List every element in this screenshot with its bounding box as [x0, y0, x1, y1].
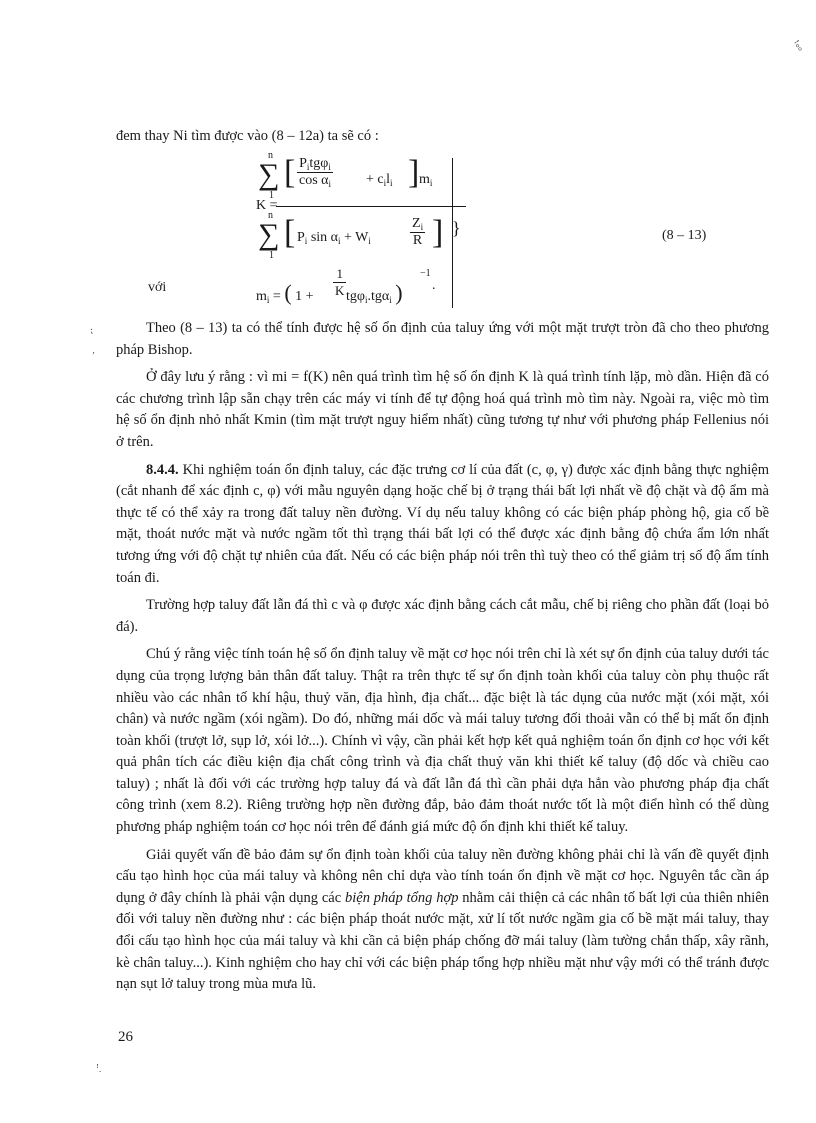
- num-m: $m_i$: [419, 172, 433, 188]
- equation-number: (8 – 13): [662, 228, 707, 243]
- m-fraction: $\frac{1}{K}$: [335, 266, 345, 298]
- den-sum-sign: ∑: [258, 218, 280, 251]
- num-sum-bot: 1: [269, 190, 274, 201]
- paragraph-iteration: Ở đây lưu ý rằng : vì mi = f(K) nên quá trình tìm hệ số ổn định K là quá trình tính lặp, mò dần. Hiện đã có các chương trình lập sẵn chạy trên các máy vi tính để tự động hoá quá trình mò tìm này. Ngoài ra, việc mò tìm hệ số ổn định nhỏ nhất Kmin (tìm mặt trượt nguy hiểm nhất) cũng tương tự như với phương pháp Fellenius nói ở trên.: [116, 369, 769, 450]
- num-bracket-open: [: [284, 154, 296, 191]
- intro-line: đem thay Ni tìm được vào (8 – 12a) ta sẽ có :: [116, 128, 379, 144]
- corner-scan-mark: ꜝ°°: [787, 39, 804, 56]
- m-end-dot: .: [432, 278, 436, 293]
- main-fraction-bar: [276, 206, 466, 207]
- den-bracket-close: ]: [432, 214, 444, 251]
- num-fraction: $\frac{P_itg\varphi_i}{\cos \alpha_i}$: [299, 156, 332, 189]
- m-exponent: −1: [420, 268, 431, 279]
- paragraph-mixed-soil: Trường hợp taluy đất lẫn đá thì c và φ được xác định bằng cách cắt mẫu, chế bị riêng cho phần đất (loại bỏ đá).: [116, 597, 769, 635]
- body-text: [116, 318, 769, 1002]
- paragraph-stability-note: Chú ý rằng việc tính toán hệ số ổn định taluy về mặt cơ học nói trên chỉ là xét sự ổn định của taluy dưới tác dụng của trọng lượng bản thân đất taluy. Thật ra trên thực tế sự ổn định toàn khối của taluy còn phụ thuộc rất nhiều vào các nhân tố khí hậu, thuỷ văn, địa hình, địa chất... đặc biệt là tác dụng của nước mặt (xói mặt, xói chân) và nước ngầm (xói ngầm). Do đó, những mái dốc và mái taluy tương đối thoải vẫn có thể bị mất ổn định toàn khối (trượt lở, sụp lở, xói lở...). Chính vì vậy, cần phải kết hợp kết quả nghiệm toán ổn định cơ học với kết quả phân tích các điều kiện địa chất công trình và địa chất thuỷ văn khi thiết kế taluy (độ dốc và chiều cao taluy) ; nhất là đối với các trường hợp taluy đá và đất lẫn đá thì cần phải dựa hẳn vào phương pháp địa chất công trình (xem 8.2). Riêng trường hợp nền đường đắp, bảo đảm thoát nước tốt là một điển hình có thể dùng phương pháp nghiệm toán cơ học nói trên để đánh giá mức độ ổn định khi thiết kế taluy.: [116, 646, 769, 836]
- den-sum-bot: 1: [269, 250, 274, 261]
- den-sum-top: n: [268, 210, 273, 221]
- num-sum-sign: ∑: [258, 158, 280, 191]
- num-plus-c: + $c_il_i$: [366, 172, 393, 188]
- paragraph-measures: Giải quyết vấn đề bảo đảm sự ổn định toàn khối của taluy nền đường không phải chỉ là vấn đề quyết định cấu tạo hình học của mái taluy và không nên chỉ dựa vào tính toán ổn định về mặt cơ học. Nguyên tắc cần áp dụng ở đây chính là phải vận dụng các biện pháp tổng hợp nhằm cải thiện cả các nhân tố bất lợi của thiên nhiên đối với taluy nền đường như : các biện pháp thoát nước mặt, xử lí tốt nước ngầm gia cố bề mặt mái taluy, thay đổi cấu tạo hình học của mái taluy và khi cần cả biện pháp chống đỡ mái taluy (làm tường chắn thấp, xây rãnh, kè chân taluy...). Kinh nghiệm cho hay chỉ với các biện pháp tổng hợp nhiều mặt như vậy mới có thể tránh được nạn sụt lở taluy trong mùa mưa lũ.: [116, 846, 769, 993]
- footer-speck: ꜝ.: [96, 1064, 102, 1074]
- den-bracket-open: [: [284, 214, 296, 251]
- m-definition: $m_i$ = ( 1 +: [256, 280, 314, 305]
- num-bracket-close: ]: [408, 154, 420, 191]
- formula-lhs: K =: [256, 198, 278, 213]
- margin-speck: ‚: [92, 345, 95, 355]
- paragraph-bishop: Theo (8 – 13) ta có thể tính được hệ số ổn định của taluy ứng với một mặt trượt tròn đã cho theo phương pháp Bishop.: [116, 320, 769, 358]
- italic-term: biện pháp tổng hợp: [344, 889, 459, 906]
- section-number: 8.4.4.: [146, 461, 179, 478]
- page-number: 26: [118, 1029, 133, 1045]
- num-sum-top: n: [268, 150, 273, 161]
- paragraph-section-8-4-4: [116, 460, 769, 590]
- den-p-sin: $P_i$ $\sin \alpha_i + W_i$: [297, 230, 371, 246]
- section-text: Khi nghiệm toán ổn định taluy, các đặc trưng cơ lí của đất (c, φ, γ) được xác định bằng thực nghiệm (cắt nhanh để xác định c, φ) với mẫu nguyên dạng hoặc chế bị ở trạng thái bất lợi nhất về độ chặt và độ ẩm mà thực tế có thể xảy ra trong đất taluy nền đường. Ví dụ nếu taluy không có các biện pháp phòng hộ, gia cố bề mặt, thoát nước mặt và nước ngầm tốt thì trạng thái bất lợi có thể được xác định bằng độ chứa ẩm lớn nhất tương ứng với độ chặt tự nhiên của đất. Nếu có các biện pháp nói trên thì tuỳ theo có thể giảm trị số độ ẩm tính toán đi.: [116, 461, 770, 586]
- den-z-fraction: $\frac{Z_i}{R}$: [412, 216, 424, 248]
- right-brace-tip: }: [452, 218, 461, 238]
- formula-8-13: [0, 150, 816, 320]
- m-tg-terms: tgφ$_i$.tgα$_i$ ): [346, 280, 403, 305]
- margin-speck: ⁏: [90, 325, 94, 335]
- with-label: với: [148, 280, 167, 295]
